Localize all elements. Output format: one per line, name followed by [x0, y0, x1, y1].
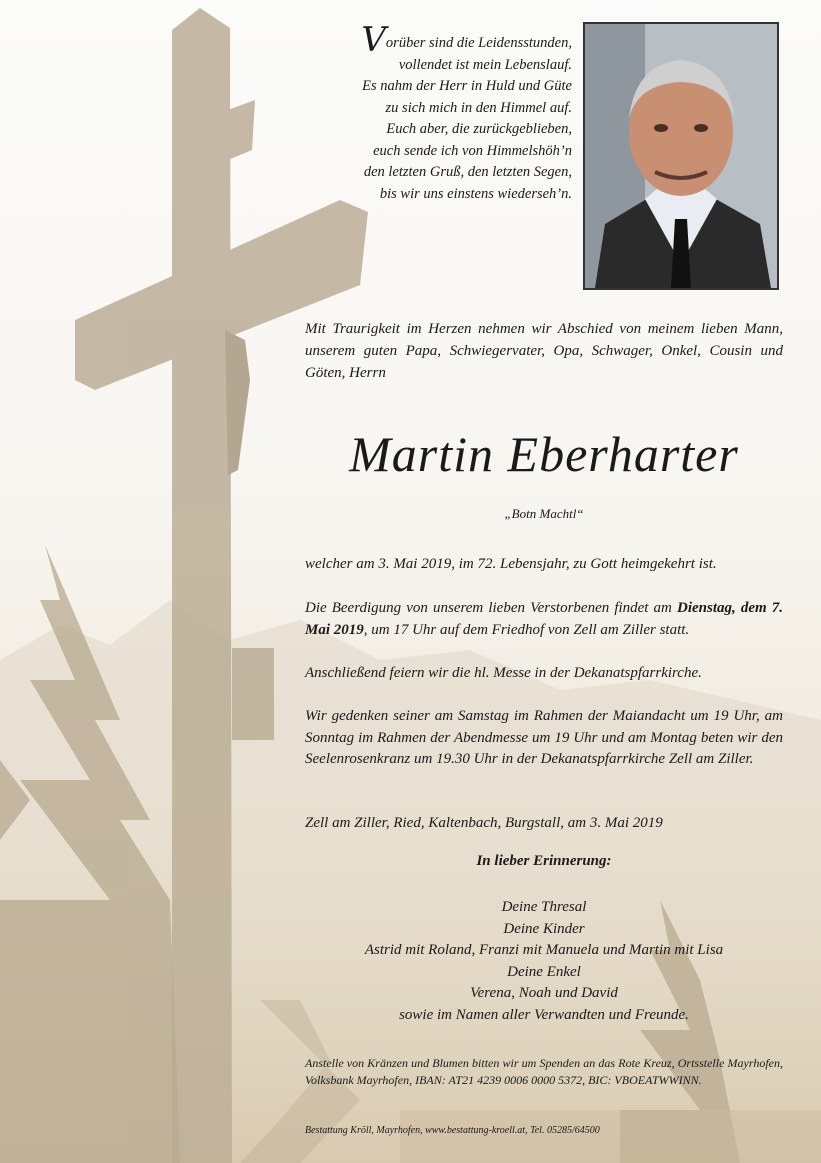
memory-heading: In lieber Erinnerung:	[476, 853, 612, 869]
prayer-info: Wir gedenken seiner am Samstag im Rahmen der Maiandacht um 19 Uhr, am Sonntag im Rahmen der Abendmesse um 19 Uhr und am Montag beten wir den Seelenrosenkranz um 19.30 Uhr in der Dekanatspfarrkirche Zell am Ziller.	[305, 708, 783, 767]
family-line: Deine Thresal	[501, 899, 587, 915]
intro-text: Mit Traurigkeit im Herzen nehmen wir Abschied von meinem lieben Mann, unserem guten Papa, Schwiegervater, Opa, Schwager, Onkel, Cousin und Göten, Herrn	[305, 321, 783, 381]
deceased-name: Martin Eberharter	[349, 426, 739, 482]
mass-info: Anschließend feiern wir die hl. Messe in der Dekanatspfarrkirche.	[305, 665, 702, 681]
poem-line: zu sich mich in den Himmel auf.	[385, 99, 572, 116]
poem-initial: V	[361, 20, 386, 60]
poem-line: den letzten Gruß, den letzten Segen,	[363, 164, 572, 180]
family-line: Verena, Noah und David	[470, 985, 618, 1001]
poem-line: euch sende ich von Himmelshöh’n	[373, 142, 572, 159]
funeral-date: Dienstag, dem 7. Mai 2019	[305, 600, 783, 638]
portrait-photo	[583, 22, 779, 290]
place-date: Zell am Ziller, Ried, Kaltenbach, Burgstall, am 3. Mai 2019	[305, 815, 663, 831]
death-notice: welcher am 3. Mai 2019, im 72. Lebensjahr, zu Gott heimgekehrt ist.	[305, 556, 717, 572]
family-line: Deine Enkel	[507, 963, 581, 980]
poem-line: Es nahm der Herr in Huld und Güte	[362, 78, 572, 94]
poem-line: Vorüber sind die Leidensstunden,	[361, 20, 572, 60]
family-list	[290, 897, 798, 1026]
poem	[300, 20, 572, 205]
funeral-home-footer: Bestattung Kröll, Mayrhofen, www.bestattung-kroell.at, Tel. 05285/64500	[305, 1125, 600, 1136]
portrait-illustration	[585, 24, 777, 288]
funeral-info: Die Beerdigung von unserem lieben Verstorbenen findet am Dienstag, dem 7. Mai 2019, um 17 Uhr auf dem Friedhof von Zell am Ziller statt.	[305, 600, 783, 638]
family-line: sowie im Namen aller Verwandten und Freunde.	[399, 1006, 689, 1023]
nickname: „Botn Machtl“	[504, 506, 584, 521]
family-line: Deine Kinder	[503, 920, 585, 937]
poem-line: vollendet ist mein Lebenslauf.	[398, 56, 572, 73]
donation-note: Anstelle von Kränzen und Blumen bitten wir um Spenden an das Rote Kreuz, Ortsstelle Mayrhofen, Volksbank Mayrhofen, IBAN: AT21 4239 0006 0000 5372, BIC: VBOEATWWINN.	[305, 1056, 783, 1087]
family-line: Astrid mit Roland, Franzi mit Manuela und Martin mit Lisa	[364, 942, 724, 958]
poem-line: Euch aber, die zurückgeblieben,	[386, 121, 572, 137]
poem-line: bis wir uns einstens wiederseh’n.	[379, 185, 572, 202]
